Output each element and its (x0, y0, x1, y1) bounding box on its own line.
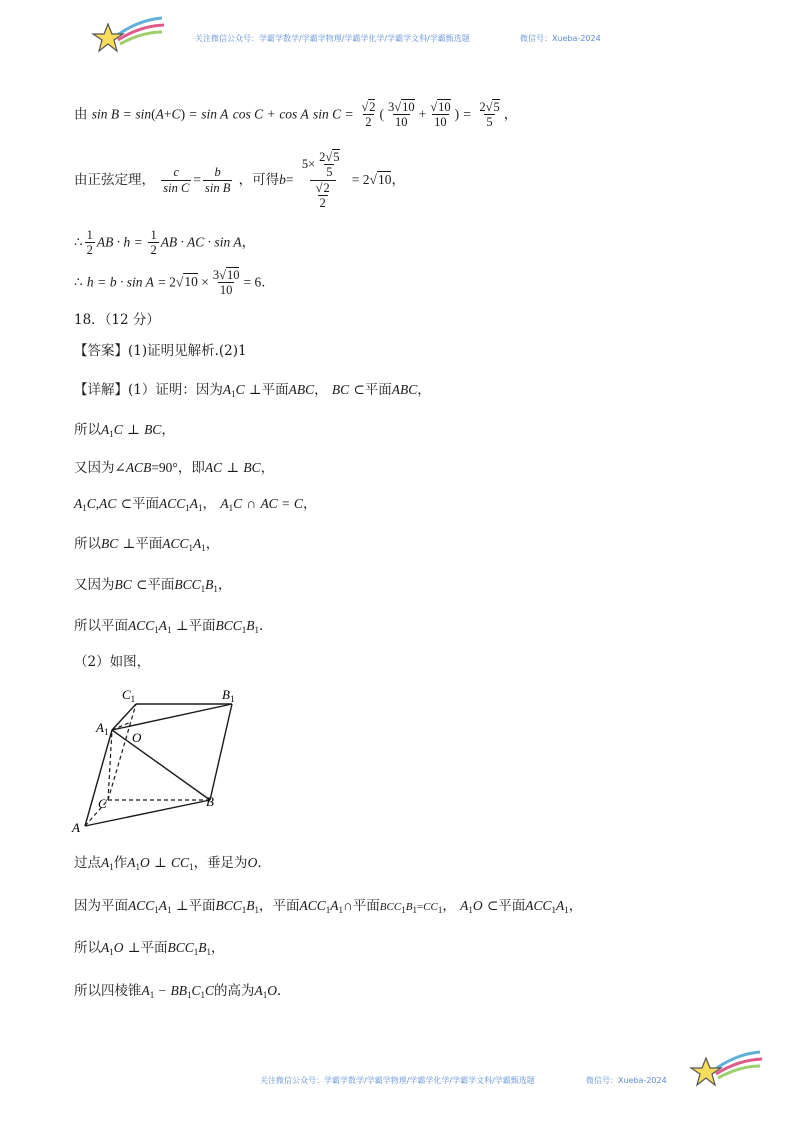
step-angle-acb: 又因为∠ACB=90°，即AC ⊥ BC， (74, 460, 275, 476)
answer-line: 【答案】(1)证明见解析.(2)1 (74, 343, 247, 359)
figure-label: A (72, 820, 80, 834)
question-number: 18．（12 分） (74, 312, 160, 328)
equation-area: ∴ $\frac{1}{2}$ AB · h = $\frac{1}{2}$ AB · AC · sin A， (74, 228, 256, 258)
step-a1c-perp-bc: 所以$A_1C$ ⊥ BC， (74, 422, 175, 439)
star-logo-icon (686, 1048, 766, 1092)
equation-sine-law: 由正弦定理， $\frac{c}{\text{sin C}}$ = $\frac{b}{\text{sin B}}$ ，可得b= 5× $\frac{2√5}{5}$ $\frac{√2}{2}$ = 2√10， (74, 150, 405, 211)
header-text: 关注微信公众号：学霸学数学/学霸学物理/学霸学化学/学霸学文科/学霸甄选题 (195, 34, 470, 43)
step-bc-perp-plane: 所以BC ⊥平面$ACC_1A_1$， (74, 536, 220, 553)
step-intersection: 因为平面$ACC_1A_1$ ⊥平面$BCC_1B_1$，平面$ACC_1A_1\cap$平面$BCC_1B_1=CC_1$， $A_1O$ ⊂平面$ACC_1A_1$， (74, 898, 583, 915)
equation-sinB: 由 sin B = sin(A+C) = sin A cos C + cos A sin C = $\frac{√2}{2}$ ( $\frac{3√10}{10}$ + $\frac{√10}{10}$ ) = $\frac{2√5}{5}$ ， (74, 100, 518, 130)
edge-AA1 (85, 730, 112, 826)
figure-label: $B_1$ (222, 687, 235, 704)
figure-label: B (206, 794, 214, 809)
prism-figure (70, 684, 250, 834)
star-logo-icon (88, 14, 168, 58)
page-header (0, 0, 794, 80)
edge-B1B (210, 704, 232, 800)
step-bc-in-plane: 又因为BC ⊂平面$BCC_1B_1$， (74, 577, 232, 594)
step-lines-in-plane: $A_1C,AC$ ⊂平面$ACC_1A_1$， $A_1C$ ∩ AC = C， (74, 496, 317, 513)
header-wechat-id: 微信号：Xueba-2024 (520, 34, 601, 43)
equation-h: ∴ h = b · sin A = 2√10 × $\frac{3√10}{10}$ = 6． (74, 268, 275, 298)
part2-heading: （2）如图， (74, 654, 151, 670)
detail-line: 【详解】(1）证明：因为$A_1C$ ⊥平面ABC， BC ⊂平面ABC， (74, 382, 431, 399)
figure-label: O (132, 730, 142, 745)
step-a1o-perp-plane: 所以$A_1O$ ⊥平面$BCC_1B_1$， (74, 940, 225, 957)
footer-wechat-id: 微信号：Xueba-2024 (586, 1076, 667, 1085)
step-planes-perp: 所以平面$ACC_1A_1$ ⊥平面$BCC_1B_1$． (74, 618, 273, 635)
edge-A1B (112, 730, 210, 800)
step-pyramid-height: 所以四棱锥$A_1 - BB_1C_1C$的高为$A_1O$． (74, 983, 291, 1000)
footer-text: 关注微信公众号：学霸学数学/学霸学物理/学霸学化学/学霸学文科/学霸甄选题 (260, 1076, 535, 1085)
figure-label: $C_1$ (122, 687, 136, 704)
figure-label: C (98, 796, 107, 811)
step-construct-a1o: 过点$A_1$作$A_1O$ ⊥ $CC_1$，垂足为O． (74, 855, 271, 872)
figure-label: $A_1$ (96, 720, 109, 737)
